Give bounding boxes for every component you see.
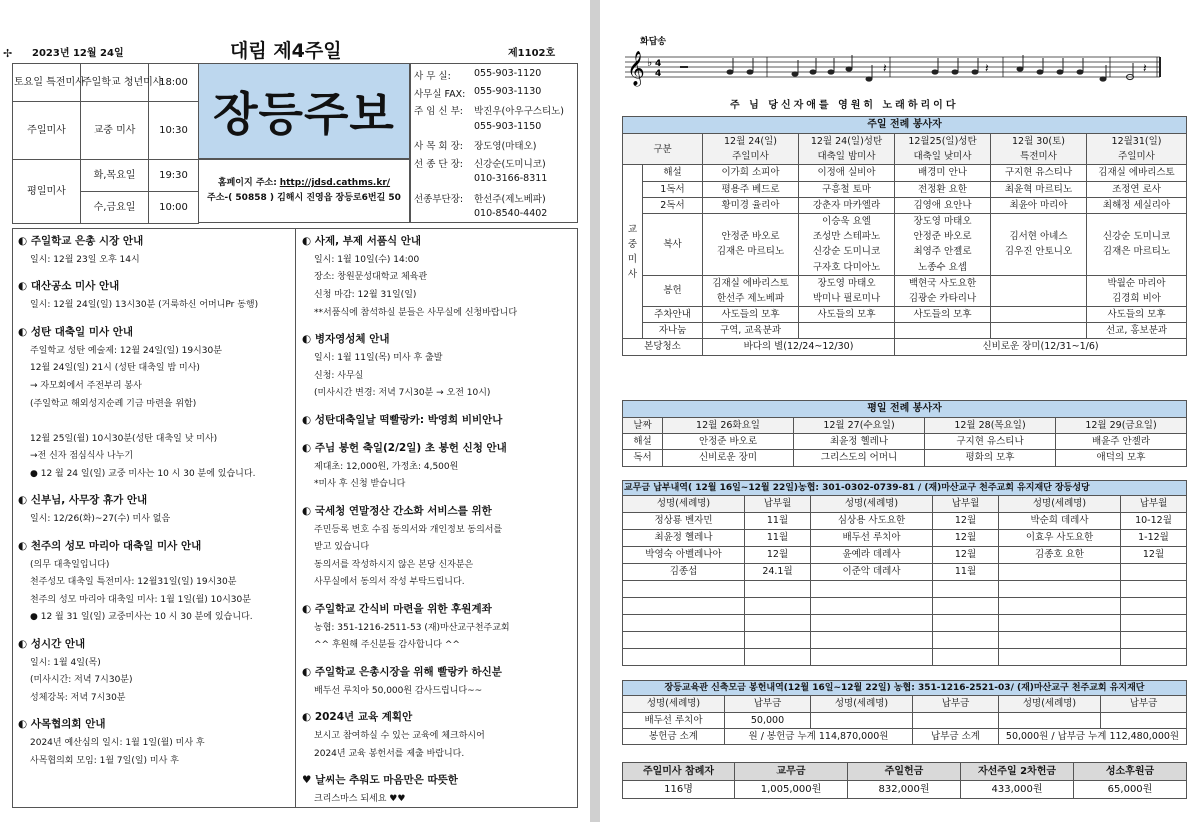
dues-cell: 12월	[933, 529, 999, 546]
dues-cell: 12월	[933, 512, 999, 529]
dues-cell: 이준악 데레사	[811, 563, 933, 580]
dues-cell: 배두선 루치아	[811, 529, 933, 546]
announcement-line: 크리스마스 되세요 ♥♥	[314, 794, 406, 805]
contact-row	[414, 121, 577, 139]
dues-cell	[623, 580, 745, 597]
announcement-line: 신청: 사무실	[314, 370, 364, 381]
contact-row	[414, 156, 577, 174]
announcement-title: ♥ 날씨는 추워도 마음만은 따뜻한	[302, 774, 458, 787]
dues-cell	[811, 597, 933, 614]
contact-key	[414, 121, 474, 139]
announcement-title: ◐ 주일학교 간식비 마련을 위한 후원계좌	[302, 602, 492, 615]
announcement-line: 천주성모 대축일 특전미사: 12월31일(일) 19시30분	[30, 577, 237, 588]
announcement-line: 제대초: 12,000원, 가정초: 4,500원	[314, 461, 459, 472]
dues-cell: 정상룡 벤자민	[623, 512, 745, 529]
sched-time: 10:00	[159, 202, 188, 213]
column-divider	[295, 228, 296, 808]
sunday-cell: 선교, 홍보분과	[1087, 323, 1187, 339]
svg-text:𝄞: 𝄞	[627, 51, 645, 86]
dues-cell	[745, 648, 811, 665]
role-label: 해설	[623, 434, 663, 450]
dues-header: 납부월	[1121, 496, 1187, 512]
sched-label: 주일미사	[27, 125, 66, 136]
dues-cell	[1121, 614, 1187, 631]
contact-row	[414, 138, 577, 156]
weekday-header: 12월 28(목요일)	[925, 418, 1056, 434]
building-fund-table	[622, 680, 1187, 745]
sunday-cell: 박월순 마리아 김경희 비아	[1087, 275, 1187, 306]
dues-cell: 윤예라 데레사	[811, 546, 933, 563]
sched-label: 토요일 특전미사	[13, 64, 81, 102]
left-page	[0, 0, 590, 822]
announcement	[18, 323, 288, 483]
announcement-line: **서품식에 참석하실 분들은 사무실에 신청바랍니다	[314, 307, 518, 318]
move-handle-icon[interactable]: ✢	[3, 47, 13, 60]
announcement-line: (미사시간: 저녁 7시30분)	[30, 675, 133, 686]
sunday-cell: 사도들의 모후	[799, 307, 895, 323]
sunday-cell: 장도영 마태오 박미나 필로미나	[799, 275, 895, 306]
announcement	[302, 771, 572, 808]
build-sum-label: 납부금 소계	[913, 728, 999, 744]
contact-key: 사 무 실:	[414, 71, 451, 82]
offer-header: 성소후원금	[1074, 763, 1187, 781]
sched-label: 평일미사	[27, 186, 66, 197]
role-label: 2독서	[643, 197, 703, 213]
weekday-header: 12월 27(수요일)	[794, 418, 925, 434]
contact-value: 010-3166-8311	[474, 173, 548, 184]
weekday-liturgy-table	[622, 400, 1187, 467]
sunday-cell: 강춘자 마카엘라	[799, 197, 895, 213]
announcement-line: ● 12 월 24 일(일) 교중 미사는 10 시 30 분에 있습니다.	[30, 468, 256, 479]
sunday-cell: 구지현 유스티나	[991, 165, 1087, 181]
sunday-cell: 이정애 실비아	[799, 165, 895, 181]
offer-header: 자선주일 2차헌금	[961, 763, 1074, 781]
homepage-link[interactable]: http://jdsd.cathms.kr/	[279, 178, 391, 188]
sunday-cell: 이가희 소피아	[703, 165, 799, 181]
sunday-cell: 평용주 베드로	[703, 181, 799, 197]
announcement	[302, 439, 572, 494]
dues-cell	[745, 597, 811, 614]
announcement-line: 보시고 참여하실 수 있는 교육에 체크하시어	[314, 731, 485, 742]
build-sum-label: 봉헌금 소계	[623, 728, 725, 744]
dues-title: 교무금 납부내역( 12월 16일~12월 22일)농협: 301-0302-0739-81 / (재)마산교구 천주교회 유지재단 장등성당	[623, 481, 1187, 496]
contact-row	[414, 103, 577, 121]
address: 주소-( 50858 ) 김해시 진영읍 장등로6번길 50	[207, 193, 401, 204]
sched-time: 10:30	[159, 125, 188, 136]
sunday-cell	[991, 323, 1087, 339]
contact-key: 선종부단장:	[414, 193, 464, 205]
sunday-cell: 김서현 아녜스 김우진 안토니오	[991, 213, 1087, 275]
sunday-cell: 배경미 안나	[895, 165, 991, 181]
announcement-line: 주민등록 번호 수집 동의서와 개인정보 동의서를	[314, 524, 503, 535]
dues-table	[622, 480, 1187, 666]
announcement-title: ◐ 대산공소 미사 안내	[18, 280, 120, 293]
dues-cell: 11월	[933, 563, 999, 580]
sunday-cell: 구역, 교육분과	[703, 323, 799, 339]
announcement-line: 주일학교 성탄 예술제: 12월 24일(일) 19시30분	[30, 345, 222, 356]
announcement-line: 동의서를 작성하시지 않은 본당 신자분은	[314, 559, 474, 570]
announcement-line: 일시: 1월 4일(목)	[30, 657, 101, 668]
dues-cell	[1121, 580, 1187, 597]
build-header: 납부금	[1101, 696, 1187, 712]
dues-cell	[1121, 631, 1187, 648]
offer-value: 433,000원	[961, 781, 1074, 799]
hymn-lyrics: 주 님 당신자애를 영원히 노래하리이다	[730, 100, 959, 111]
announcement-title: ◐ 병자영성체 안내	[302, 333, 390, 346]
dues-cell: 24.1월	[745, 563, 811, 580]
announcement-title: ◐ 사목협의회 안내	[18, 718, 106, 731]
dues-cell: 12월	[1121, 546, 1187, 563]
dues-cell: 12월	[745, 546, 811, 563]
contact-row	[414, 208, 577, 226]
dues-header: 납부월	[933, 496, 999, 512]
dues-cell	[933, 614, 999, 631]
contact-key: 선 종 단 장:	[414, 158, 463, 170]
announcement-line: 2024년 예산심의 일시: 1월 1일(월) 미사 후	[30, 738, 205, 749]
sunday-cell: 조정연 로사	[1087, 181, 1187, 197]
sunday-title: 주일 전례 봉사자	[623, 117, 1187, 134]
announcement-title: ◐ 2024년 교육 계획안	[302, 711, 413, 724]
announcement	[18, 277, 288, 314]
dues-cell: 김종섭	[623, 563, 745, 580]
contact-key: 주 임 신 부:	[414, 106, 463, 117]
sunday-date-header: 12월25(일)성탄 대축일 낮미사	[895, 134, 991, 165]
sunday-cell	[895, 323, 991, 339]
mass-schedule-table	[12, 63, 199, 224]
sunday-cell: 김재실 에바리스토	[1087, 165, 1187, 181]
build-cell	[999, 712, 1101, 728]
dues-cell	[811, 648, 933, 665]
contact-key	[414, 173, 474, 191]
contact-row	[414, 86, 577, 104]
sunday-cell	[991, 275, 1087, 306]
sunday-cell: 최해정 세실리아	[1087, 197, 1187, 213]
contact-key	[414, 208, 474, 226]
build-header: 성명(세례명)	[999, 696, 1101, 712]
announcement	[18, 232, 288, 269]
announcement-line: ^^ 후원해 주신분들 감사합니다 ^^	[314, 640, 460, 651]
cleaning-cell: 신비로운 장미(12/31~1/6)	[895, 339, 1187, 355]
offer-value: 116명	[623, 781, 735, 799]
contact-row	[414, 191, 577, 209]
sunday-cell: 최윤아 마리아	[991, 197, 1087, 213]
dues-cell	[745, 614, 811, 631]
announcement-line: (미사시간 변경: 저녁 7시30분 → 오전 10시)	[314, 388, 491, 399]
dues-cell: 1-12월	[1121, 529, 1187, 546]
dues-cell	[1121, 563, 1187, 580]
dues-cell	[811, 614, 933, 631]
svg-text:♭: ♭	[647, 56, 653, 69]
sunday-cell: 김영애 요안나	[895, 197, 991, 213]
announcement-line: → 자모회에서 주전부리 봉사	[30, 381, 142, 391]
sunday-date-header: 12월31(일) 주일미사	[1087, 134, 1187, 165]
announcement	[302, 663, 572, 700]
role-label: 봉헌	[643, 275, 703, 306]
announcement-title: ◐ 주일학교 은총 시장 안내	[18, 235, 144, 247]
dues-cell	[999, 631, 1121, 648]
announcement	[302, 411, 572, 431]
dues-cell	[1121, 648, 1187, 665]
announcement-line	[18, 413, 288, 431]
announcement-title: ◐ 주님 봉헌 축일(2/2일) 초 봉헌 신청 안내	[302, 441, 507, 454]
dues-cell	[811, 631, 933, 648]
issue-date: 2023년 12월 24일	[32, 48, 124, 59]
dues-cell	[999, 563, 1121, 580]
sunday-cell: 신강순 도미니코 김재은 마르티노	[1087, 213, 1187, 275]
contact-value: 박진우(아우구스티노)	[474, 106, 565, 117]
dues-cell	[811, 580, 933, 597]
build-cell	[1101, 712, 1187, 728]
contact-value: 055-903-1130	[474, 85, 542, 97]
offering-table	[622, 762, 1187, 799]
music-staff	[625, 32, 1185, 102]
hymn-label: 화답송	[640, 37, 667, 47]
dues-cell	[999, 648, 1121, 665]
sched-mass: 화,목요일	[93, 170, 136, 181]
sunday-cell	[799, 323, 895, 339]
announcement-title: ◐ 성탄대축일날 떡빨랑카: 박영희 비비안나	[302, 413, 503, 426]
sunday-cell	[991, 307, 1087, 323]
announcement-line: (주일학교 해외성지순례 기금 마련을 위함)	[30, 398, 197, 409]
offer-value: 832,000원	[848, 781, 961, 799]
build-cell: 배두선 루치아	[623, 712, 725, 728]
sunday-date-header: 12월 24(일) 주일미사	[703, 134, 799, 165]
sunday-cell: 사도들의 모후	[1087, 307, 1187, 323]
announcement-line: 사목협의회 모임: 1월 7일(일) 미사 후	[30, 755, 179, 766]
sunday-cell: 이승욱 요엘 조성만 스테파노 신강순 도미니코 구자호 다미아노	[799, 213, 895, 275]
announcement	[302, 330, 572, 403]
announcement-title: ◐ 국세청 연말정산 간소화 서비스를 위한	[302, 504, 492, 517]
contact-info	[410, 63, 578, 223]
dues-cell	[999, 580, 1121, 597]
announcement-line: →전 신자 점심식사 나누기	[30, 451, 134, 462]
announcement-line: ● 12 월 31 일(일) 교중미사는 10 시 30 분에 있습니다.	[30, 612, 253, 623]
weekday-title: 평일 전례 봉사자	[623, 401, 1187, 418]
sunday-cell: 최윤혁 마르티노	[991, 181, 1087, 197]
dues-cell: 12월	[933, 546, 999, 563]
contact-row	[414, 173, 577, 191]
announcement-line: 일시: 12월 24일(일) 13시30분 (거룩하신 어머니Pr 동행)	[30, 300, 259, 311]
cleaning-cell: 바다의 별(12/24~12/30)	[703, 339, 895, 355]
build-sum-value: 50,000원 / 납부금 누계 112,480,000원	[999, 728, 1187, 744]
sunday-date-header: 12월 30(토) 특전미사	[991, 134, 1087, 165]
announcement	[18, 715, 288, 770]
announcement-line: 배두선 루치아 50,000원 감사드립니다~~	[314, 685, 483, 696]
weekday-cell: 신비로운 장미	[663, 450, 794, 466]
sunday-cell: 장도영 마태오 안정준 바오로 최영주 안젤로 노종수 요셉	[895, 213, 991, 275]
announcements-left	[14, 232, 294, 802]
contact-value: 055-903-1150	[474, 120, 542, 132]
offer-header: 주일미사 참례자	[623, 763, 735, 781]
dues-cell: 박영숙 아벨레나아	[623, 546, 745, 563]
page-gutter	[590, 0, 600, 822]
dues-cell	[999, 597, 1121, 614]
announcement-line: 일시: 1월 10일(수) 14:00	[314, 254, 420, 265]
announcement-line: 장소: 창원문성대학교 체육관	[314, 272, 428, 283]
page-title: 대림 제4주일	[230, 40, 342, 62]
announcement-line: 성체강복: 저녁 7시30분	[30, 692, 126, 703]
dues-header: 성명(세례명)	[999, 496, 1121, 512]
announcement-line: 농협: 351-1216-2511-53 (재)마산교구천주교회	[314, 622, 510, 633]
contact-key: 사무실 FAX:	[414, 88, 466, 100]
sunday-cell: 안정준 바오로 김재은 마르티노	[703, 213, 799, 275]
dues-cell: 최윤정 헬레나	[623, 529, 745, 546]
sched-time: 18:00	[159, 77, 188, 88]
contact-row	[414, 68, 577, 86]
build-header: 납부금	[913, 696, 999, 712]
role-label: 주차안내	[643, 307, 703, 323]
announcement-line: 일시: 1월 11일(목) 미사 후 출발	[314, 353, 443, 364]
build-header: 성명(세례명)	[811, 696, 913, 712]
offer-header: 주일헌금	[848, 763, 961, 781]
offer-value: 65,000원	[1074, 781, 1187, 799]
announcement	[18, 491, 288, 528]
dues-header: 성명(세례명)	[811, 496, 933, 512]
cleaning-label: 본당청소	[623, 339, 703, 355]
announcement-line: 12월 24일(일) 21시 (성탄 대축일 밤 미사)	[30, 363, 200, 374]
contact-value: 신강순(도미니코)	[474, 158, 546, 170]
dues-cell: 10-12월	[1121, 512, 1187, 529]
dues-cell: 이효우 사도요한	[999, 529, 1121, 546]
announcement	[302, 502, 572, 592]
announcement-title: ◐ 주일학교 은총시장을 위해 빨랑카 하신분	[302, 665, 502, 678]
announcement-line: 신청 마감: 12월 31일(일)	[314, 290, 417, 301]
dues-cell: 심상용 사도요한	[811, 512, 933, 529]
announcement-line: 사무실에서 동의서 작성 부탁드립니다.	[314, 577, 465, 588]
announcement	[302, 708, 572, 763]
dues-cell	[745, 631, 811, 648]
svg-text:4: 4	[655, 69, 662, 79]
announcement-line: 12월 25일(월) 10시30분(성탄 대축일 낮 미사)	[30, 433, 218, 444]
sched-mass: 교중 미사	[93, 125, 136, 136]
dues-cell	[933, 597, 999, 614]
dues-header: 성명(세례명)	[623, 496, 745, 512]
build-cell	[913, 712, 999, 728]
role-label: 해설	[643, 165, 703, 181]
sched-mass: 주일학교 청년미사	[82, 77, 163, 88]
svg-text:𝄽: 𝄽	[985, 61, 989, 75]
contact-value: 010-8540-4402	[474, 208, 548, 219]
announcement	[302, 232, 572, 322]
issue-number: 제1102호	[508, 48, 556, 59]
contact-value: 장도영(마태오)	[474, 141, 537, 152]
dues-cell: 박순희 데레사	[999, 512, 1121, 529]
dues-cell: 김종호 요한	[999, 546, 1121, 563]
homepage-box	[198, 159, 410, 223]
dues-cell	[623, 648, 745, 665]
weekday-cell: 애덕의 모후	[1056, 450, 1187, 466]
announcement-line: 받고 있습니다	[314, 542, 370, 553]
gubun-header: 구분	[623, 134, 703, 165]
announcements-right	[298, 232, 576, 805]
dues-cell	[1121, 597, 1187, 614]
homepage-label: 홈페이지 주소:	[217, 178, 277, 188]
dues-cell	[933, 631, 999, 648]
dues-cell	[999, 614, 1121, 631]
dues-cell: 11월	[745, 529, 811, 546]
weekday-header: 12월 26화요일	[663, 418, 794, 434]
weekday-cell: 최윤정 헬레나	[794, 434, 925, 450]
weekday-cell: 평화의 모후	[925, 450, 1056, 466]
announcement	[18, 537, 288, 627]
dues-cell	[933, 580, 999, 597]
announcement-line: (의무 대축일입니다)	[30, 559, 110, 570]
build-title: 장등교육관 신축모금 봉헌내역(12월 16일~12월 22일) 농협: 351-1216-2521-03/ (재)마산교구 천주교회 유지재단	[623, 681, 1187, 696]
dues-cell	[623, 597, 745, 614]
weekday-header: 날짜	[623, 418, 663, 434]
liturgy-label: 교 중 미 사	[623, 165, 643, 339]
role-label: 복사	[643, 213, 703, 275]
sched-mass: 수,금요일	[93, 202, 136, 213]
announcement-title: ◐ 사제, 부제 서품식 안내	[302, 235, 422, 247]
offer-header: 교무금	[735, 763, 848, 781]
sunday-liturgy-table	[622, 116, 1187, 356]
sunday-cell: 구흥철 토마	[799, 181, 895, 197]
weekday-cell: 안정준 바오로	[663, 434, 794, 450]
dues-cell	[745, 580, 811, 597]
sched-time: 19:30	[159, 170, 188, 181]
sunday-cell: 사도들의 모후	[895, 307, 991, 323]
contact-key: 사 목 회 장:	[414, 141, 463, 152]
sunday-cell: 김재실 에바리스토 한선주 제노베파	[703, 275, 799, 306]
svg-text:𝄽: 𝄽	[1143, 61, 1147, 75]
build-cell	[811, 712, 913, 728]
sunday-cell: 사도들의 모후	[703, 307, 799, 323]
logo: 장등주보	[198, 63, 410, 159]
build-cell: 50,000	[725, 712, 811, 728]
build-header: 성명(세례명)	[623, 696, 725, 712]
dues-cell: 11월	[745, 512, 811, 529]
svg-text:𝄽: 𝄽	[883, 61, 887, 75]
announcement-title: ◐ 성시간 안내	[18, 637, 86, 650]
build-header: 납부금	[725, 696, 811, 712]
announcement	[302, 600, 572, 655]
announcement-line: 2024년 교육 봉헌서를 제출 바랍니다.	[314, 748, 465, 759]
role-label: 독서	[623, 450, 663, 466]
weekday-cell: 그리스도의 어머니	[794, 450, 925, 466]
weekday-cell: 구지현 유스티나	[925, 434, 1056, 450]
announcement-title: ◐ 신부님, 사무장 휴가 안내	[18, 494, 148, 507]
weekday-cell: 배윤주 안젤라	[1056, 434, 1187, 450]
svg-text:4: 4	[655, 59, 662, 69]
announcement-title: ◐ 천주의 성모 마리아 대축일 미사 안내	[18, 539, 202, 552]
announcement-line: *미사 후 신청 받습니다	[314, 479, 406, 490]
dues-header: 납부월	[745, 496, 811, 512]
offer-value: 1,005,000원	[735, 781, 848, 799]
sunday-cell: 백현국 사도요한 김광순 카타리나	[895, 275, 991, 306]
role-label: 자나눔	[643, 323, 703, 339]
announcement-line: 일시: 12월 23일 오후 14시	[30, 254, 140, 265]
sunday-cell: 황미경 율리아	[703, 197, 799, 213]
dues-cell	[623, 631, 745, 648]
sunday-cell: 전정환 요한	[895, 181, 991, 197]
contact-value: 한선주(제노베파)	[474, 193, 546, 205]
weekday-header: 12월 29(금요일)	[1056, 418, 1187, 434]
sunday-date-header: 12월 24(일)성탄 대축일 밤미사	[799, 134, 895, 165]
role-label: 1독서	[643, 181, 703, 197]
right-page	[600, 0, 1200, 822]
build-sum-value: 원 / 봉헌금 누계 114,870,000원	[725, 728, 913, 744]
announcement	[18, 635, 288, 708]
contact-value: 055-903-1120	[474, 68, 542, 79]
dues-cell	[933, 648, 999, 665]
announcement-line: 일시: 12/26(화)~27(수) 미사 없음	[30, 514, 171, 525]
announcement-title: ◐ 성탄 대축일 미사 안내	[18, 325, 134, 338]
dues-cell	[623, 614, 745, 631]
announcement-line: 천주의 성모 마리아 대축일 미사: 1월 1일(월) 10시30분	[30, 594, 251, 605]
